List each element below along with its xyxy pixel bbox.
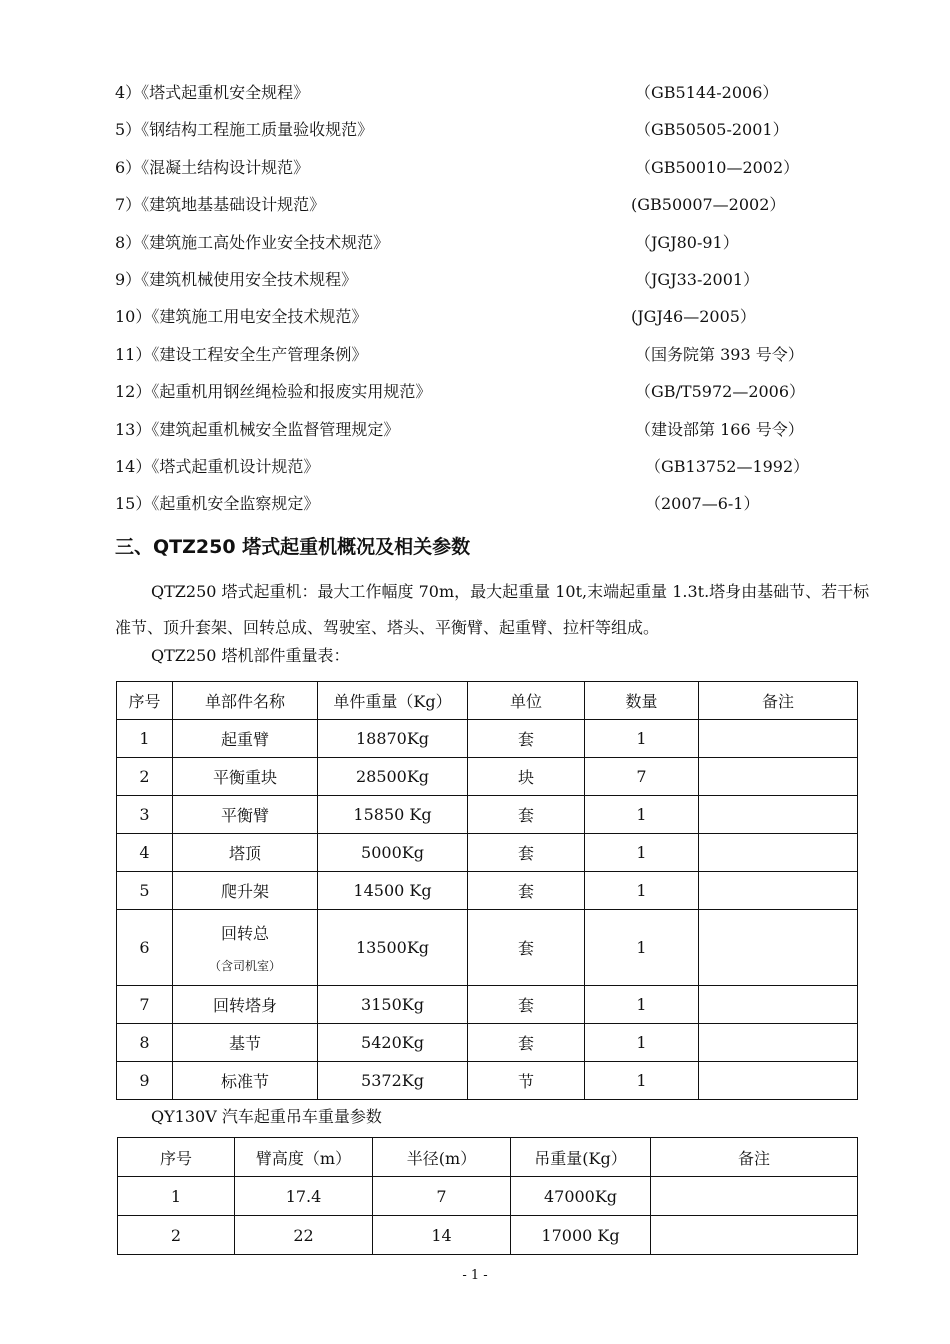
table-cell: 5000Kg (318, 834, 468, 872)
table-cell: 爬升架 (173, 872, 318, 910)
reference-item (115, 153, 835, 190)
header-cell: 序号 (118, 1138, 235, 1177)
table-row (117, 910, 858, 986)
table-cell: 节 (468, 1062, 585, 1100)
table-row (117, 834, 858, 872)
table-cell: 1 (118, 1177, 235, 1216)
part-name-note: （含司机室） (208, 958, 281, 973)
reference-item (115, 302, 835, 339)
reference-item (115, 452, 835, 489)
reference-title: 8）《建筑施工高处作业安全技术规范》 (115, 232, 390, 252)
table-cell: 2 (118, 1216, 235, 1255)
header-cell: 序号 (117, 682, 173, 720)
reference-code: (GB50007—2002） (631, 195, 786, 215)
table-cell: 7 (585, 758, 699, 796)
table-cell: 套 (468, 872, 585, 910)
table-cell: 套 (468, 720, 585, 758)
header-cell: 臂高度（m） (235, 1138, 373, 1177)
table-cell (699, 720, 858, 758)
table-cell: 22 (235, 1216, 373, 1255)
header-cell: 数量 (585, 682, 699, 720)
table-cell: 1 (585, 986, 699, 1024)
table-cell: 套 (468, 834, 585, 872)
table-cell (699, 796, 858, 834)
reference-title: 5）《钢结构工程施工质量验收规范》 (115, 120, 374, 140)
reference-code: （GB50505-2001） (635, 120, 789, 140)
table-cell (699, 1024, 858, 1062)
reference-item (115, 489, 835, 526)
reference-title: 13）《建筑起重机械安全监督管理规定》 (115, 419, 400, 439)
reference-title: 6）《混凝土结构设计规范》 (115, 157, 310, 177)
table-cell: 1 (585, 910, 699, 986)
header-cell: 吊重量(Kg） (511, 1138, 651, 1177)
reference-title: 11）《建设工程安全生产管理条例》 (115, 344, 368, 364)
reference-code: （JGJ80-91） (635, 232, 739, 252)
table-cell: 6 (117, 910, 173, 986)
reference-item (115, 78, 835, 115)
table-cell: 28500Kg (318, 758, 468, 796)
table-cell: 5 (117, 872, 173, 910)
table-header-row (117, 682, 858, 720)
reference-title: 14）《塔式起重机设计规范》 (115, 456, 320, 476)
part-name: 回转总 (220, 923, 269, 943)
section-heading: 三、QTZ250 塔式起重机概况及相关参数 (115, 536, 471, 558)
table-row (118, 1216, 858, 1255)
reference-title: 15）《起重机安全监察规定》 (115, 494, 320, 514)
table-cell: 14 (373, 1216, 511, 1255)
table-row (117, 986, 858, 1024)
table-cell: 9 (117, 1062, 173, 1100)
reference-code: (JGJ46—2005） (631, 307, 756, 327)
table-cell: 2 (117, 758, 173, 796)
reference-code: （JGJ33-2001） (635, 269, 760, 289)
table-cell: 套 (468, 1024, 585, 1062)
table-cell (699, 986, 858, 1024)
table-cell (699, 1062, 858, 1100)
reference-title: 4）《塔式起重机安全规程》 (115, 83, 310, 102)
table-cell: 1 (585, 1024, 699, 1062)
table-row (117, 720, 858, 758)
table-cell: 套 (468, 910, 585, 986)
table-cell: 1 (585, 720, 699, 758)
reference-item (115, 377, 835, 414)
reference-list (115, 78, 835, 527)
table-cell: 3 (117, 796, 173, 834)
intro-paragraph: QTZ250 塔式起重机：最大工作幅度 70m，最大起重量 10t,末端起重量 1.3t.塔身由基础节、若干标准节、顶升套架、回转总成、驾驶室、塔头、平衡臂、起重臂、拉杆等组成。 (115, 582, 870, 637)
reference-code: （国务院第 393 号令） (635, 344, 804, 364)
table-cell: 塔顶 (173, 834, 318, 872)
table-row (117, 1024, 858, 1062)
table-cell: 7 (117, 986, 173, 1024)
reference-code: （建设部第 166 号令） (635, 419, 804, 439)
table-cell: 1 (585, 796, 699, 834)
table-cell (651, 1216, 858, 1255)
component-weight-table (116, 681, 858, 1100)
table-cell: 起重臂 (173, 720, 318, 758)
header-cell: 单位 (468, 682, 585, 720)
table-cell (699, 834, 858, 872)
reference-code: （GB5144-2006） (635, 83, 779, 102)
table-cell: 1 (585, 872, 699, 910)
table-cell: 标准节 (173, 1062, 318, 1100)
table-cell (699, 872, 858, 910)
header-cell: 单件重量（Kg） (318, 682, 468, 720)
reference-item (115, 265, 835, 302)
table-cell: 回转塔身 (173, 986, 318, 1024)
page-number: - 1 - (462, 1268, 488, 1283)
table-cell (699, 910, 858, 986)
table-row (118, 1177, 858, 1216)
table-cell: 18870Kg (318, 720, 468, 758)
table-cell: 1 (117, 720, 173, 758)
table-header-row (118, 1138, 858, 1177)
reference-item (115, 340, 835, 377)
table1-caption: QTZ250 塔机部件重量表： (151, 646, 350, 665)
table-cell: 5420Kg (318, 1024, 468, 1062)
reference-title: 12）《起重机用钢丝绳检验和报废实用规范》 (115, 382, 432, 402)
table-cell: 17000 Kg (511, 1216, 651, 1255)
table-cell: 套 (468, 986, 585, 1024)
table-cell (699, 758, 858, 796)
reference-title: 10）《建筑施工用电安全技术规范》 (115, 307, 368, 327)
reference-code: （GB/T5972—2006） (635, 382, 806, 402)
table-cell: 4 (117, 834, 173, 872)
header-cell: 半径(m） (373, 1138, 511, 1177)
header-cell: 单部件名称 (173, 682, 318, 720)
table-cell: 7 (373, 1177, 511, 1216)
table-row (117, 758, 858, 796)
table-cell: 8 (117, 1024, 173, 1062)
reference-item (115, 415, 835, 452)
reference-item (115, 228, 835, 265)
reference-title: 7）《建筑地基基础设计规范》 (115, 195, 326, 215)
table-cell: 47000Kg (511, 1177, 651, 1216)
table-row (117, 1062, 858, 1100)
table-cell: 15850 Kg (318, 796, 468, 834)
header-cell: 备注 (699, 682, 858, 720)
reference-code: （GB13752—1992） (645, 456, 810, 476)
crane-truck-table (117, 1137, 858, 1255)
table-cell: 平衡重块 (173, 758, 318, 796)
table-cell: 3150Kg (318, 986, 468, 1024)
table-cell (651, 1177, 858, 1216)
table-row (117, 796, 858, 834)
table-cell: 5372Kg (318, 1062, 468, 1100)
table-cell: 平衡臂 (173, 796, 318, 834)
table-cell: 13500Kg (318, 910, 468, 986)
table-cell: 1 (585, 834, 699, 872)
reference-code: （2007—6-1） (645, 494, 760, 514)
table-cell: 套 (468, 796, 585, 834)
table-cell: 14500 Kg (318, 872, 468, 910)
table-cell: 基节 (173, 1024, 318, 1062)
table-cell (173, 910, 318, 986)
table-row (117, 872, 858, 910)
reference-title: 9）《建筑机械使用安全技术规程》 (115, 269, 358, 289)
reference-item (115, 190, 835, 227)
table-cell: 块 (468, 758, 585, 796)
table-cell: 17.4 (235, 1177, 373, 1216)
table-cell: 1 (585, 1062, 699, 1100)
reference-code: （GB50010—2002） (635, 157, 800, 177)
reference-item (115, 115, 835, 152)
header-cell: 备注 (651, 1138, 858, 1177)
table2-caption: QY130V 汽车起重吊车重量参数 (151, 1107, 382, 1126)
